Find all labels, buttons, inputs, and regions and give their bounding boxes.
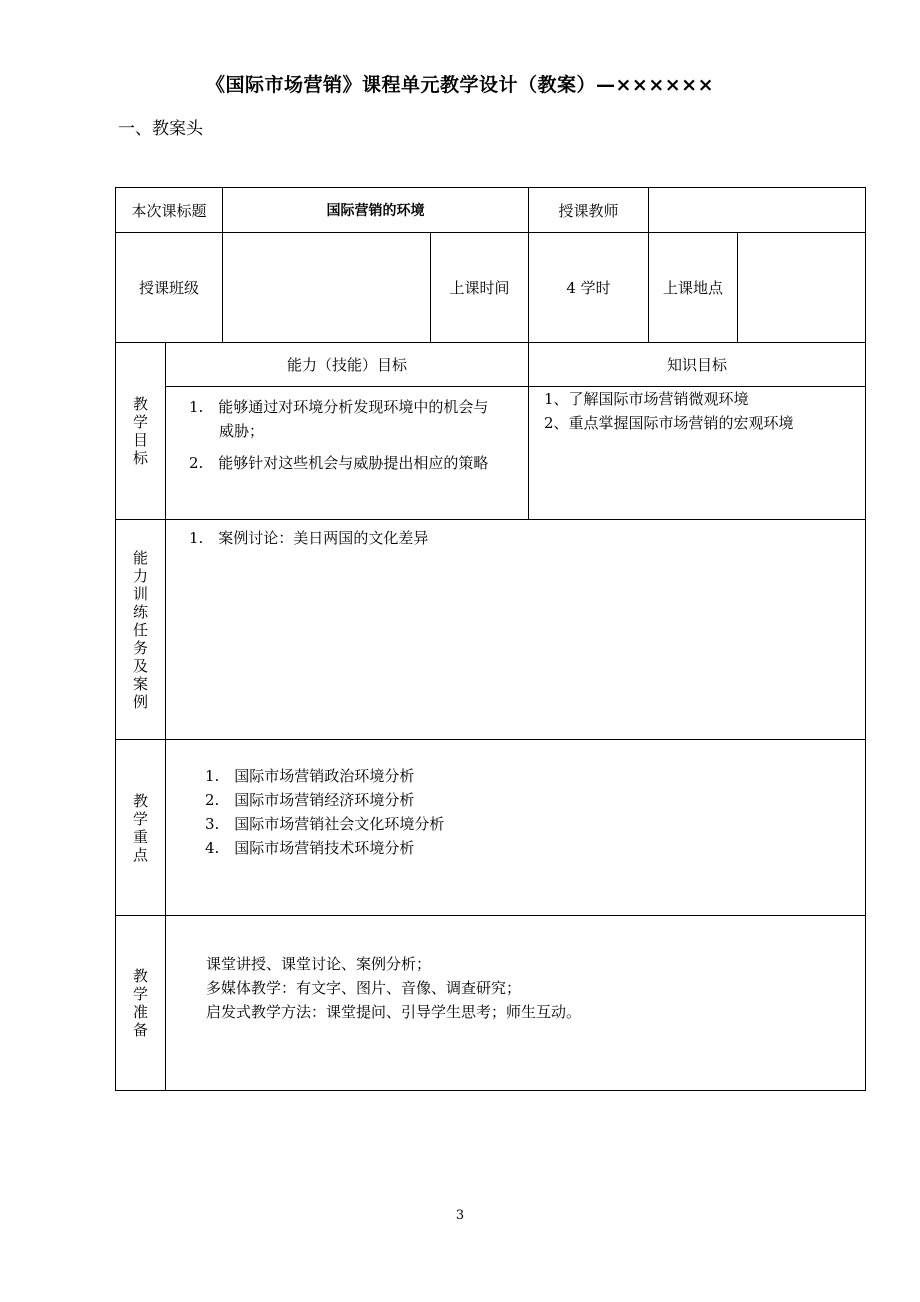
location-label-cell (648, 232, 738, 343)
training-tasks-cell (165, 519, 866, 740)
teacher-label-cell (528, 187, 649, 233)
ability-goals-cell (165, 386, 529, 520)
topic-value-cell (222, 187, 529, 233)
teacher-label: 授课教师 (558, 201, 619, 220)
time-value-cell (528, 232, 649, 343)
preparation-label-cell (115, 915, 166, 1091)
ability-goals-header-cell (165, 342, 529, 387)
topic-value: 国际营销的环境 (326, 203, 425, 219)
class-value-cell (222, 232, 431, 343)
location-label: 上课地点 (662, 279, 723, 297)
training-tasks-label: 能力训练任务及案例 (132, 548, 148, 711)
training-tasks-list (189, 526, 428, 550)
time-value: 4 学时 (566, 279, 611, 297)
knowledge-goals-header-cell (528, 342, 866, 387)
list-item: 2、重点掌握国际市场营销的宏观环境 (544, 414, 794, 432)
teacher-value-cell (648, 187, 866, 233)
list-item: 威胁； (189, 422, 265, 440)
list-item: 1、了解国际市场营销微观环境 (544, 390, 749, 408)
training-tasks-label-cell (115, 519, 166, 740)
page-number: 3 (455, 1208, 465, 1223)
key-points-label: 教学重点 (132, 791, 148, 864)
section-heading: 一、教案头 (118, 119, 203, 139)
knowledge-goals-cell (528, 386, 866, 520)
teaching-goals-label-cell (115, 342, 166, 520)
knowledge-goals-list (544, 387, 794, 435)
key-points-list (205, 764, 444, 860)
key-points-label-cell (115, 739, 166, 916)
document-title: 《国际市场营销》课程单元教学设计（教案）—×××××× (205, 74, 715, 96)
list-item: 1. 案例讨论：美日两国的文化差异 (189, 529, 429, 547)
list-item: 4. 国际市场营销技术环境分析 (205, 839, 415, 857)
list-item: 多媒体教学：有文字、图片、音像、调查研究； (206, 979, 522, 997)
ability-goals-list (189, 395, 488, 475)
list-item: 课堂讲授、课堂讨论、案例分析； (206, 955, 432, 973)
list-item: 2. 国际市场营销经济环境分析 (205, 791, 415, 809)
list-item: 3. 国际市场营销社会文化环境分析 (205, 815, 445, 833)
preparation-cell (165, 915, 866, 1091)
list-item: 2. 能够针对这些机会与威胁提出相应的策略 (189, 454, 489, 472)
topic-label-cell (115, 187, 223, 233)
list-item: 1. 能够通过对环境分析发现环境中的机会与 (189, 398, 489, 416)
topic-label: 本次课标题 (131, 201, 207, 220)
key-points-cell (165, 739, 866, 916)
knowledge-goals-header: 知识目标 (666, 356, 727, 374)
ability-goals-header: 能力（技能）目标 (286, 356, 407, 374)
time-label: 上课时间 (449, 279, 510, 297)
class-label: 授课班级 (138, 279, 199, 297)
preparation-label: 教学准备 (132, 967, 148, 1039)
class-label-cell (115, 232, 223, 343)
list-item: 1. 国际市场营销政治环境分析 (205, 767, 415, 785)
list-item: 启发式教学方法：课堂提问、引导学生思考；师生互动。 (206, 1003, 582, 1021)
time-label-cell (430, 232, 529, 343)
preparation-list (206, 952, 581, 1024)
teaching-goals-label: 教学目标 (132, 395, 148, 467)
location-value-cell (737, 232, 866, 343)
